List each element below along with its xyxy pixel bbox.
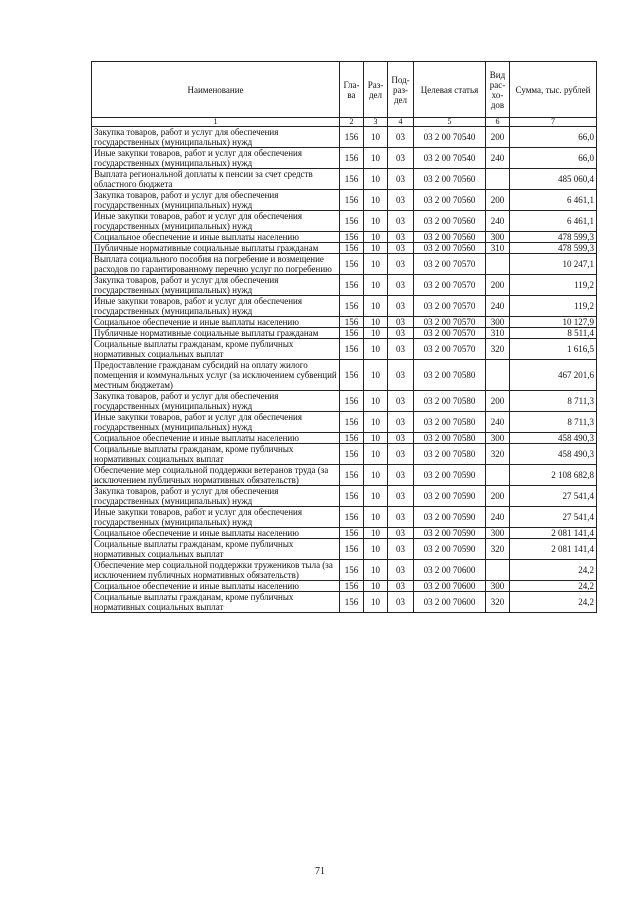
cell-expense-type: 320: [486, 539, 510, 560]
cell-expense-type: 310: [486, 328, 510, 339]
table-row: [92, 211, 597, 232]
cell-name: Социальные выплаты гражданам, кроме публичных нормативных социальных выплат: [92, 339, 340, 360]
cell-subsection: 03: [388, 296, 414, 317]
cell-expense-type: [486, 465, 510, 486]
cell-chapter: 156: [340, 328, 364, 339]
cell-chapter: 156: [340, 507, 364, 528]
cell-subsection: 03: [388, 275, 414, 296]
cell-target-article: 03 2 00 70590: [414, 507, 486, 528]
cell-chapter: 156: [340, 211, 364, 232]
cell-chapter: 156: [340, 243, 364, 254]
cell-subsection: 03: [388, 190, 414, 211]
cell-chapter: 156: [340, 465, 364, 486]
cell-expense-type: [486, 254, 510, 275]
cell-sum: 24,2: [510, 560, 597, 581]
cell-sum: 458 490,3: [510, 444, 597, 465]
header-expense-type: Вид рас-хо-дов: [486, 62, 510, 118]
cell-section: 10: [364, 560, 388, 581]
table-row: [92, 560, 597, 581]
column-number-row: [92, 118, 597, 127]
cell-chapter: 156: [340, 433, 364, 444]
cell-subsection: 03: [388, 581, 414, 592]
cell-subsection: 03: [388, 539, 414, 560]
header-subsection: Под-раз-дел: [388, 62, 414, 118]
cell-target-article: 03 2 00 70560: [414, 232, 486, 243]
cell-section: 10: [364, 465, 388, 486]
cell-sum: 66,0: [510, 127, 597, 148]
cell-section: 10: [364, 232, 388, 243]
cell-target-article: 03 2 00 70590: [414, 486, 486, 507]
cell-name: Закупка товаров, работ и услуг для обеспечения государственных (муниципальных) нужд: [92, 391, 340, 412]
cell-chapter: 156: [340, 581, 364, 592]
cell-chapter: 156: [340, 339, 364, 360]
table-row: [92, 539, 597, 560]
cell-sum: 27 541,4: [510, 486, 597, 507]
cell-expense-type: 300: [486, 317, 510, 328]
cell-name: Обеспечение мер социальной поддержки ветеранов труда (за исключением публичных нормативных обязательств): [92, 465, 340, 486]
column-number: 5: [414, 118, 486, 127]
cell-name: Иные закупки товаров, работ и услуг для обеспечения государственных (муниципальных) нужд: [92, 296, 340, 317]
cell-subsection: 03: [388, 148, 414, 169]
cell-subsection: 03: [388, 433, 414, 444]
cell-name: Обеспечение мер социальной поддержки тружеников тыла (за исключением публичных нормативных обязательств): [92, 560, 340, 581]
cell-subsection: 03: [388, 211, 414, 232]
cell-target-article: 03 2 00 70570: [414, 254, 486, 275]
cell-section: 10: [364, 412, 388, 433]
cell-chapter: 156: [340, 148, 364, 169]
table-row: [92, 127, 597, 148]
cell-name: Закупка товаров, работ и услуг для обеспечения государственных (муниципальных) нужд: [92, 127, 340, 148]
cell-chapter: 156: [340, 127, 364, 148]
header-chapter: Гла-ва: [340, 62, 364, 118]
cell-expense-type: 200: [486, 127, 510, 148]
column-number: 3: [364, 118, 388, 127]
table-row: [92, 507, 597, 528]
cell-sum: 27 541,4: [510, 507, 597, 528]
table-row: [92, 148, 597, 169]
cell-name: Социальное обеспечение и иные выплаты населению: [92, 528, 340, 539]
cell-sum: 6 461,1: [510, 211, 597, 232]
cell-sum: 10 127,9: [510, 317, 597, 328]
cell-subsection: 03: [388, 528, 414, 539]
cell-target-article: 03 2 00 70570: [414, 275, 486, 296]
cell-section: 10: [364, 296, 388, 317]
cell-name: Иные закупки товаров, работ и услуг для обеспечения государственных (муниципальных) нужд: [92, 148, 340, 169]
cell-section: 10: [364, 539, 388, 560]
cell-name: Закупка товаров, работ и услуг для обеспечения государственных (муниципальных) нужд: [92, 486, 340, 507]
table-row: [92, 275, 597, 296]
cell-sum: 1 616,5: [510, 339, 597, 360]
cell-expense-type: 200: [486, 190, 510, 211]
header-section: Раз-дел: [364, 62, 388, 118]
cell-subsection: 03: [388, 127, 414, 148]
cell-chapter: 156: [340, 412, 364, 433]
cell-sum: 2 108 682,8: [510, 465, 597, 486]
table-row: [92, 232, 597, 243]
table-row: [92, 465, 597, 486]
cell-section: 10: [364, 127, 388, 148]
cell-name: Социальное обеспечение и иные выплаты населению: [92, 317, 340, 328]
cell-name: Закупка товаров, работ и услуг для обеспечения государственных (муниципальных) нужд: [92, 190, 340, 211]
cell-chapter: 156: [340, 190, 364, 211]
table-row: [92, 433, 597, 444]
cell-chapter: 156: [340, 560, 364, 581]
column-number: 4: [388, 118, 414, 127]
cell-subsection: 03: [388, 339, 414, 360]
table-row: [92, 243, 597, 254]
cell-expense-type: 300: [486, 232, 510, 243]
cell-target-article: 03 2 00 70560: [414, 243, 486, 254]
cell-sum: 467 201,6: [510, 360, 597, 391]
cell-section: 10: [364, 190, 388, 211]
cell-name: Закупка товаров, работ и услуг для обеспечения государственных (муниципальных) нужд: [92, 275, 340, 296]
table-row: [92, 339, 597, 360]
cell-expense-type: 240: [486, 211, 510, 232]
cell-chapter: 156: [340, 360, 364, 391]
cell-target-article: 03 2 00 70580: [414, 412, 486, 433]
cell-section: 10: [364, 339, 388, 360]
cell-section: 10: [364, 433, 388, 444]
column-number: 6: [486, 118, 510, 127]
cell-name: Социальное обеспечение и иные выплаты населению: [92, 232, 340, 243]
cell-subsection: 03: [388, 254, 414, 275]
table-row: [92, 486, 597, 507]
cell-name: Социальные выплаты гражданам, кроме публичных нормативных социальных выплат: [92, 592, 340, 613]
cell-target-article: 03 2 00 70580: [414, 391, 486, 412]
cell-sum: 8 711,3: [510, 391, 597, 412]
cell-section: 10: [364, 486, 388, 507]
cell-subsection: 03: [388, 486, 414, 507]
cell-target-article: 03 2 00 70570: [414, 339, 486, 360]
cell-subsection: 03: [388, 444, 414, 465]
cell-chapter: 156: [340, 254, 364, 275]
cell-section: 10: [364, 391, 388, 412]
cell-chapter: 156: [340, 528, 364, 539]
header-sum: Сумма, тыс. рублей: [510, 62, 597, 118]
cell-name: Социальное обеспечение и иные выплаты населению: [92, 581, 340, 592]
cell-subsection: 03: [388, 328, 414, 339]
cell-sum: 66,0: [510, 148, 597, 169]
table-row: [92, 444, 597, 465]
cell-sum: 485 060,4: [510, 169, 597, 190]
cell-target-article: 03 2 00 70560: [414, 169, 486, 190]
cell-target-article: 03 2 00 70560: [414, 190, 486, 211]
cell-subsection: 03: [388, 507, 414, 528]
cell-expense-type: 240: [486, 148, 510, 169]
cell-chapter: 156: [340, 592, 364, 613]
cell-target-article: 03 2 00 70570: [414, 317, 486, 328]
table-row: [92, 190, 597, 211]
cell-expense-type: 320: [486, 339, 510, 360]
table-row: [92, 412, 597, 433]
cell-sum: 8 511,4: [510, 328, 597, 339]
cell-expense-type: 200: [486, 391, 510, 412]
cell-expense-type: 240: [486, 412, 510, 433]
cell-chapter: 156: [340, 275, 364, 296]
cell-expense-type: 200: [486, 486, 510, 507]
cell-sum: 24,2: [510, 581, 597, 592]
cell-chapter: 156: [340, 391, 364, 412]
cell-name: Иные закупки товаров, работ и услуг для обеспечения государственных (муниципальных) нужд: [92, 211, 340, 232]
cell-target-article: 03 2 00 70590: [414, 528, 486, 539]
cell-section: 10: [364, 507, 388, 528]
cell-section: 10: [364, 581, 388, 592]
cell-name: Иные закупки товаров, работ и услуг для обеспечения государственных (муниципальных) нужд: [92, 412, 340, 433]
cell-section: 10: [364, 243, 388, 254]
cell-sum: 458 490,3: [510, 433, 597, 444]
table-row: [92, 391, 597, 412]
cell-name: Социальные выплаты гражданам, кроме публичных нормативных социальных выплат: [92, 444, 340, 465]
table-row: [92, 328, 597, 339]
cell-chapter: 156: [340, 169, 364, 190]
cell-expense-type: [486, 169, 510, 190]
cell-sum: 478 599,3: [510, 232, 597, 243]
table-row: [92, 528, 597, 539]
cell-target-article: 03 2 00 70580: [414, 360, 486, 391]
cell-section: 10: [364, 169, 388, 190]
cell-sum: 10 247,1: [510, 254, 597, 275]
cell-expense-type: 300: [486, 528, 510, 539]
table-row: [92, 592, 597, 613]
cell-subsection: 03: [388, 243, 414, 254]
cell-name: Выплата социального пособия на погребение и возмещение расходов по гарантированному перечню услуг по погребению: [92, 254, 340, 275]
cell-expense-type: 240: [486, 507, 510, 528]
cell-section: 10: [364, 592, 388, 613]
cell-subsection: 03: [388, 169, 414, 190]
header-target-article: Целевая статья: [414, 62, 486, 118]
budget-table: [91, 61, 597, 613]
cell-sum: 119,2: [510, 296, 597, 317]
cell-target-article: 03 2 00 70590: [414, 465, 486, 486]
cell-section: 10: [364, 444, 388, 465]
cell-name: Публичные нормативные социальные выплаты гражданам: [92, 243, 340, 254]
cell-section: 10: [364, 317, 388, 328]
cell-chapter: 156: [340, 296, 364, 317]
cell-subsection: 03: [388, 592, 414, 613]
table-row: [92, 296, 597, 317]
cell-sum: 478 599,3: [510, 243, 597, 254]
cell-section: 10: [364, 148, 388, 169]
cell-name: Выплата региональной доплаты к пенсии за счет средств областного бюджета: [92, 169, 340, 190]
cell-target-article: 03 2 00 70580: [414, 433, 486, 444]
cell-expense-type: 320: [486, 444, 510, 465]
cell-sum: 2 081 141,4: [510, 539, 597, 560]
cell-subsection: 03: [388, 232, 414, 243]
cell-name: Иные закупки товаров, работ и услуг для обеспечения государственных (муниципальных) нужд: [92, 507, 340, 528]
table-row: [92, 254, 597, 275]
cell-section: 10: [364, 254, 388, 275]
cell-target-article: 03 2 00 70570: [414, 296, 486, 317]
cell-section: 10: [364, 360, 388, 391]
table-row: [92, 317, 597, 328]
cell-section: 10: [364, 275, 388, 296]
page-number: 71: [315, 866, 325, 877]
cell-target-article: 03 2 00 70540: [414, 148, 486, 169]
cell-expense-type: 240: [486, 296, 510, 317]
column-number: 7: [510, 118, 597, 127]
cell-name: Социальное обеспечение и иные выплаты населению: [92, 433, 340, 444]
cell-target-article: 03 2 00 70580: [414, 444, 486, 465]
table-row: [92, 360, 597, 391]
cell-sum: 119,2: [510, 275, 597, 296]
cell-target-article: 03 2 00 70540: [414, 127, 486, 148]
cell-expense-type: 310: [486, 243, 510, 254]
cell-subsection: 03: [388, 360, 414, 391]
cell-subsection: 03: [388, 391, 414, 412]
cell-expense-type: 300: [486, 581, 510, 592]
cell-section: 10: [364, 211, 388, 232]
cell-target-article: 03 2 00 70600: [414, 560, 486, 581]
cell-section: 10: [364, 528, 388, 539]
table-body: [92, 127, 597, 613]
cell-subsection: 03: [388, 317, 414, 328]
cell-name: Публичные нормативные социальные выплаты гражданам: [92, 328, 340, 339]
cell-subsection: 03: [388, 412, 414, 433]
cell-sum: 8 711,3: [510, 412, 597, 433]
cell-expense-type: [486, 560, 510, 581]
cell-sum: 24,2: [510, 592, 597, 613]
table-row: [92, 169, 597, 190]
cell-expense-type: 200: [486, 275, 510, 296]
cell-name: Предоставление гражданам субсидий на оплату жилого помещения и коммунальных услуг (за исключением субвенций местным бюджетам): [92, 360, 340, 391]
cell-expense-type: [486, 360, 510, 391]
cell-chapter: 156: [340, 317, 364, 328]
cell-name: Социальные выплаты гражданам, кроме публичных нормативных социальных выплат: [92, 539, 340, 560]
cell-expense-type: 300: [486, 433, 510, 444]
cell-expense-type: 320: [486, 592, 510, 613]
cell-subsection: 03: [388, 465, 414, 486]
cell-sum: 2 081 141,4: [510, 528, 597, 539]
header-row: [92, 62, 597, 118]
cell-chapter: 156: [340, 539, 364, 560]
column-number: 2: [340, 118, 364, 127]
cell-chapter: 156: [340, 486, 364, 507]
cell-target-article: 03 2 00 70560: [414, 211, 486, 232]
cell-section: 10: [364, 328, 388, 339]
column-number: 1: [92, 118, 340, 127]
cell-subsection: 03: [388, 560, 414, 581]
table-row: [92, 581, 597, 592]
header-name: Наименование: [92, 62, 340, 118]
cell-chapter: 156: [340, 232, 364, 243]
cell-target-article: 03 2 00 70600: [414, 592, 486, 613]
cell-sum: 6 461,1: [510, 190, 597, 211]
cell-target-article: 03 2 00 70590: [414, 539, 486, 560]
cell-target-article: 03 2 00 70570: [414, 328, 486, 339]
cell-chapter: 156: [340, 444, 364, 465]
cell-target-article: 03 2 00 70600: [414, 581, 486, 592]
